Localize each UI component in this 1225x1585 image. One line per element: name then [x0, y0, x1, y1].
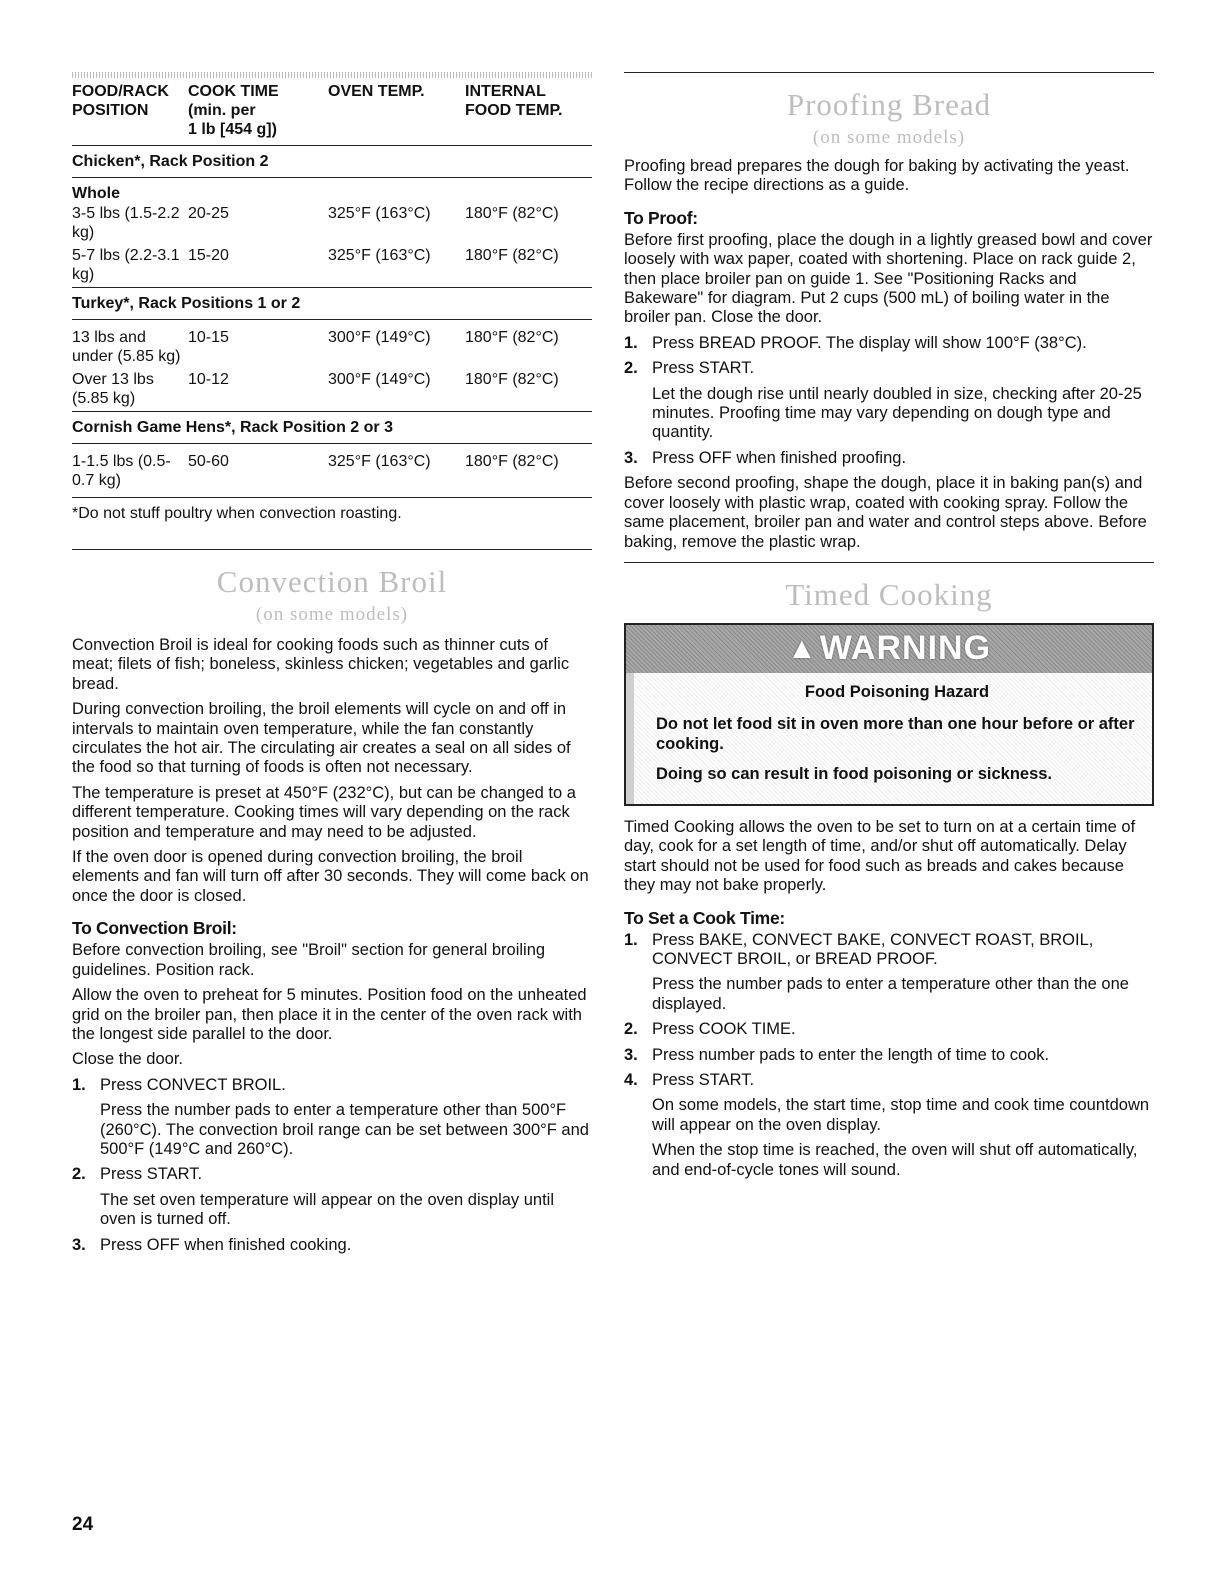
table-cell: 15-20: [188, 247, 229, 264]
table-cell: 300°F (149°C): [328, 329, 431, 346]
warning-body: [626, 673, 1152, 804]
table-cell: 325°F (163°C): [328, 247, 431, 264]
step: 3. Press OFF when finished cooking.: [72, 1235, 352, 1254]
paragraph: The temperature is preset at 450°F (232°C), but can be changed to a different temperature. Cooking times will vary depending on the rack position and temperature and may need to be adjusted.: [72, 783, 576, 841]
step: 1. Press CONVECT BROIL.: [72, 1075, 286, 1094]
right-column: [624, 72, 1154, 1186]
table-cell: 10-15: [188, 329, 229, 346]
step: 4. Press START.: [624, 1070, 755, 1089]
table-row: [72, 203, 592, 245]
table-cell: 300°F (149°C): [328, 371, 431, 388]
table-cell: Over 13 lbs (5.85 kg): [72, 371, 154, 407]
table-cell: 180°F (82°C): [465, 371, 559, 388]
table-cell: 50-60: [188, 453, 229, 470]
hazard-title: Food Poisoning Hazard: [804, 682, 990, 701]
table-cell: 180°F (82°C): [465, 329, 559, 346]
step: 2. Press START.: [624, 359, 755, 378]
table-cell: 180°F (82°C): [465, 247, 559, 264]
table-group-row: Chicken*, Rack Position 2: [72, 146, 592, 178]
table-cell: 20-25: [188, 205, 229, 222]
convection-roast-table: [72, 78, 592, 493]
paragraph: Convection Broil is ideal for cooking foods such as thinner cuts of meat; filets of fish; boneless, skinless chicken; vegetables and garlic bread.: [72, 636, 570, 693]
section-divider: [624, 562, 1154, 563]
col-header-oven-temp: OVEN TEMP.: [328, 83, 425, 100]
paragraph: During convection broiling, the broil elements will cycle on and off in intervals to maintain oven temperature, while the fan constantly circulates the hot air. The circulating air creates a seal on all sides of the food so that turning of foods is often not necessary.: [72, 700, 571, 777]
left-column: [72, 72, 592, 1261]
page-number: 24: [72, 1514, 94, 1535]
proofing-heading: Proofing Bread: [786, 87, 992, 122]
table-cell: 3-5 lbs (1.5-2.2 kg): [72, 205, 180, 241]
step: 1. Press BAKE, CONVECT BAKE, CONVECT ROAST, BROIL, CONVECT BROIL, or BREAD PROOF.: [624, 930, 1094, 968]
table-row: [72, 444, 592, 494]
table-cell: 325°F (163°C): [328, 205, 431, 222]
warning-icon: ▲: [786, 631, 818, 665]
proofing-subheading: (on some models): [812, 127, 966, 148]
paragraph: Close the door.: [72, 1050, 183, 1069]
paragraph: Allow the oven to preheat for 5 minutes. Position food on the unheated grid on the broiler pan, then place it in the center of the oven rack with the longest side parallel to the door.: [72, 986, 587, 1043]
warning-line: Doing so can result in food poisoning or sickness.: [656, 764, 1053, 783]
table-footnote: *Do not stuff poultry when convection roasting.: [72, 497, 592, 523]
col-header-cook-time: COOK TIME (min. per 1 lb [454 g]): [188, 83, 279, 138]
table-row: [72, 369, 592, 412]
step: 3. Press number pads to enter the length of time to cook.: [624, 1045, 1050, 1064]
warning-line: Do not let food sit in oven more than one hour before or after cooking.: [656, 714, 1135, 753]
table-cell: 5-7 lbs (2.2-3.1 kg): [72, 247, 180, 283]
table-group-row: Turkey*, Rack Positions 1 or 2: [72, 288, 592, 320]
warning-banner: [626, 625, 1152, 673]
step-note: When the stop time is reached, the oven will shut off automatically, and end-of-cycle tones will sound.: [652, 1141, 1138, 1179]
table-cell: 180°F (82°C): [465, 205, 559, 222]
step: 1. Press BREAD PROOF. The display will show 100°F (38°C).: [624, 333, 1087, 352]
table-cell: 10-12: [188, 371, 229, 388]
table-cell: 180°F (82°C): [465, 453, 559, 470]
step-note: Press the number pads to enter a temperature other than 500°F (260°C). The convection broil range can be set between 300°F and 500°F (149°C and 260°C).: [100, 1101, 589, 1158]
step-note: On some models, the start time, stop time and cook time countdown will appear on the oven display.: [652, 1096, 1150, 1134]
step: 3. Press OFF when finished proofing.: [624, 448, 907, 467]
step-note: The set oven temperature will appear on the oven display until oven is turned off.: [100, 1190, 555, 1229]
warning-box: [624, 623, 1154, 806]
step: 2. Press START.: [72, 1165, 203, 1184]
section-divider: [624, 72, 1154, 73]
table-subgroup-row: Whole: [72, 185, 120, 202]
table-body: [72, 146, 592, 494]
paragraph: Timed Cooking allows the oven to be set to turn on at a certain time of day, cook for a set length of time, and/or shut off automatically. Delay start should not be used for food such as breads and cakes because they may not bake properly.: [624, 817, 1136, 895]
timed-cooking-heading: Timed Cooking: [785, 576, 993, 612]
table-cell: 1-1.5 lbs (0.5-0.7 kg): [72, 453, 171, 489]
paragraph: Before first proofing, place the dough in a lightly greased bowl and cover loosely with wax paper, coated with shortening. Place on rack guide 2, then place broiler pan on guide 1. See "Positioning Racks and Bakeware" for diagram. Put 2 cups (500 mL) of boiling water in the broiler pan. Close the door.: [624, 230, 1153, 327]
table-row: [72, 320, 592, 370]
table-row: [72, 245, 592, 288]
section-divider: [72, 549, 592, 550]
step: 2. Press COOK TIME.: [624, 1020, 796, 1039]
warning-label: WARNING: [819, 629, 992, 668]
convection-broil-subheading: (on some models): [255, 604, 409, 625]
subheading-to-convection-broil: To Convection Broil:: [72, 918, 237, 939]
paragraph: Before convection broiling, see "Broil" section for general broiling guidelines. Position rack.: [72, 941, 546, 979]
col-header-internal-temp: INTERNAL FOOD TEMP.: [465, 83, 563, 119]
table-group-row: Cornish Game Hens*, Rack Position 2 or 3: [72, 412, 592, 444]
paragraph: If the oven door is opened during convection broiling, the broil elements and fan will turn off after 30 seconds. They will come back on once the door is closed.: [72, 848, 589, 905]
paragraph: Proofing bread prepares the dough for baking by activating the yeast. Follow the recipe directions as a guide.: [624, 157, 1130, 195]
subheading-set-cook-time: To Set a Cook Time:: [624, 907, 785, 928]
table-cell: 325°F (163°C): [328, 453, 431, 470]
col-header-food: FOOD/RACK POSITION: [72, 83, 169, 119]
step-note: Let the dough rise until nearly doubled in size, checking after 20-25 minutes. Proofing time may vary depending on dough type and quantity.: [652, 384, 1142, 442]
step-note: Press the number pads to enter a temperature other than the one displayed.: [652, 975, 1129, 1013]
subheading-to-proof: To Proof:: [624, 207, 698, 228]
paragraph: Before second proofing, shape the dough, place it in baking pan(s) and cover loosely with plastic wrap, coated with cooking spray. Follow the same placement, broiler pan and water and control steps above. Before baking, remove the plastic wrap.: [624, 474, 1147, 551]
convection-broil-heading: Convection Broil: [216, 564, 448, 599]
table-cell: 13 lbs and under (5.85 kg): [72, 329, 181, 365]
